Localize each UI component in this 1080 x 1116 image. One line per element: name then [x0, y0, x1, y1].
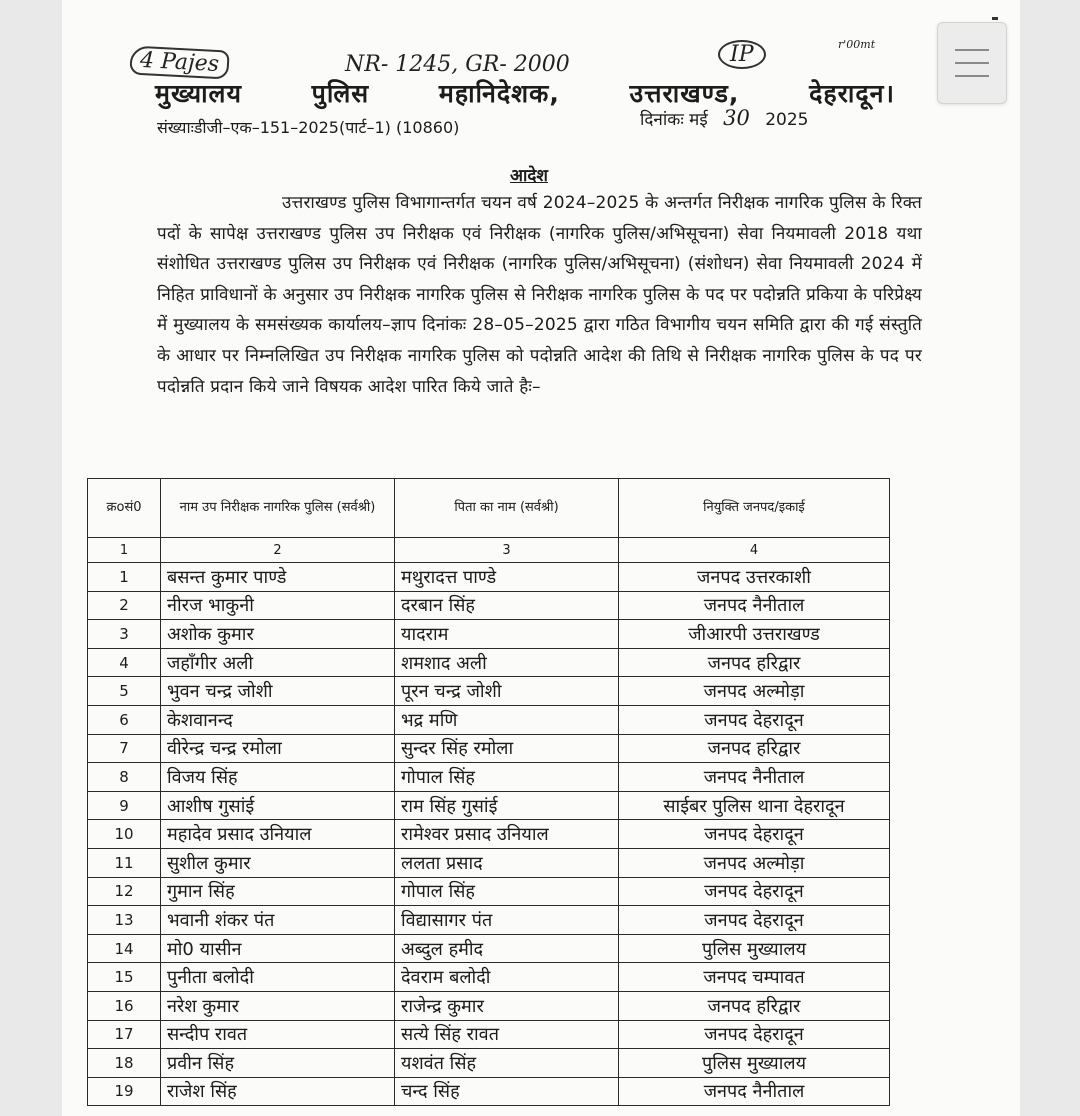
mark-dot: [992, 17, 998, 20]
father-name-cell: सत्ये सिंह रावत: [395, 1020, 619, 1049]
hamburger-menu-button[interactable]: [937, 22, 1007, 104]
header-father-name: पिता का नाम (सर्वश्री): [395, 479, 619, 538]
name-cell: भवानी शंकर पंत: [161, 906, 395, 935]
table-row: [88, 705, 890, 734]
column-number: 3: [395, 538, 619, 563]
table-row: [88, 791, 890, 820]
promotion-table: [87, 478, 890, 1106]
name-cell: बसन्त कुमार पाण्डे: [161, 563, 395, 592]
name-cell: केशवानन्द: [161, 705, 395, 734]
serial-cell: 6: [88, 705, 161, 734]
serial-cell: 16: [88, 991, 161, 1020]
handwritten-pages-note: 4 Pajes: [129, 45, 229, 79]
name-cell: प्रवीन सिंह: [161, 1049, 395, 1078]
table-row: [88, 734, 890, 763]
father-name-cell: राजेन्द्र कुमार: [395, 991, 619, 1020]
name-cell: राजेश सिंह: [161, 1077, 395, 1106]
posting-cell: जनपद नैनीताल: [619, 763, 890, 792]
name-cell: मो0 यासीन: [161, 934, 395, 963]
posting-cell: जनपद देहरादून: [619, 877, 890, 906]
title-word: मुख्यालय: [155, 79, 243, 108]
father-name-cell: ललता प्रसाद: [395, 848, 619, 877]
name-cell: अशोक कुमार: [161, 620, 395, 649]
father-name-cell: गोपाल सिंह: [395, 763, 619, 792]
father-name-cell: भद्र मणि: [395, 705, 619, 734]
name-cell: सन्दीप रावत: [161, 1020, 395, 1049]
father-name-cell: देवराम बलोदी: [395, 963, 619, 992]
serial-cell: 4: [88, 648, 161, 677]
name-cell: आशीष गुसांई: [161, 791, 395, 820]
handwritten-ip-note: IP: [718, 40, 766, 69]
name-cell: पुनीता बलोदी: [161, 963, 395, 992]
table-row: [88, 763, 890, 792]
posting-cell: जनपद चम्पावत: [619, 963, 890, 992]
father-name-cell: यशवंत सिंह: [395, 1049, 619, 1078]
posting-cell: जनपद अल्मोड़ा: [619, 848, 890, 877]
table-header-row: [88, 479, 890, 538]
name-cell: नरेश कुमार: [161, 991, 395, 1020]
column-number-row: [88, 538, 890, 563]
hamburger-menu-icon: [955, 49, 989, 51]
table-row: [88, 1049, 890, 1078]
column-number: 2: [161, 538, 395, 563]
father-name-cell: दरबान सिंह: [395, 591, 619, 620]
serial-cell: 19: [88, 1077, 161, 1106]
serial-cell: 10: [88, 820, 161, 849]
posting-cell: पुलिस मुख्यालय: [619, 934, 890, 963]
father-name-cell: गोपाल सिंह: [395, 877, 619, 906]
table-row: [88, 563, 890, 592]
serial-cell: 7: [88, 734, 161, 763]
reference-number: संख्याःडीजी–एक–151–2025(पार्ट–1) (10860): [157, 118, 460, 137]
serial-cell: 2: [88, 591, 161, 620]
header-name: नाम उप निरीक्षक नागरिक पुलिस (सर्वश्री): [161, 479, 395, 538]
table-row: [88, 648, 890, 677]
serial-cell: 18: [88, 1049, 161, 1078]
header-posting: नियुक्ति जनपद/इकाई: [619, 479, 890, 538]
father-name-cell: यादराम: [395, 620, 619, 649]
table-row: [88, 820, 890, 849]
posting-cell: जनपद हरिद्वार: [619, 991, 890, 1020]
posting-cell: जनपद नैनीताल: [619, 591, 890, 620]
serial-cell: 13: [88, 906, 161, 935]
handwritten-numbers-note: NR- 1245, GR- 2000: [345, 52, 570, 77]
office-title: [155, 76, 895, 110]
posting-cell: जनपद देहरादून: [619, 1020, 890, 1049]
posting-cell: जनपद अल्मोड़ा: [619, 677, 890, 706]
father-name-cell: चन्द सिंह: [395, 1077, 619, 1106]
posting-cell: जनपद नैनीताल: [619, 1077, 890, 1106]
name-cell: नीरज भाकुनी: [161, 591, 395, 620]
table-row: [88, 991, 890, 1020]
handwritten-small-note: r'00mt: [838, 38, 876, 51]
table-row: [88, 1077, 890, 1106]
father-name-cell: पूरन चन्द्र जोशी: [395, 677, 619, 706]
posting-cell: पुलिस मुख्यालय: [619, 1049, 890, 1078]
father-name-cell: शमशाद अली: [395, 648, 619, 677]
name-cell: वीरेन्द्र चन्द्र रमोला: [161, 734, 395, 763]
name-cell: महादेव प्रसाद उनियाल: [161, 820, 395, 849]
order-body-paragraph: उत्तराखण्ड पुलिस विभागान्तर्गत चयन वर्ष 2024–2025 के अन्तर्गत निरीक्षक नागरिक पुलिस के रिक्त पदों के सापेक्ष उत्तराखण्ड पुलिस उप निरीक्षक एवं निरीक्षक (नागरिक पुलिस/अभिसूचना) सेवा नियमावली 2018 यथा संशोधित उत्तराखण्ड पुलिस उप निरीक्षक एवं निरीक्षक (नागरिक पुलिस/अभिसूचना) (संशोधन) सेवा नियमावली 2024 में निहित प्राविधानों के अनुसार उप निरीक्षक नागरिक पुलिस से निरीक्षक नागरिक पुलिस के पद पर पदोन्नति प्रकिया के परिप्रेक्ष्य में मुख्यालय के समसंख्यक कार्यालय–ज्ञाप दिनांकः 28–05–2025 द्वारा गठित विभागीय चयन समिति द्वारा की गई संस्तुति के आधार पर निम्नलिखित उप निरीक्षक नागरिक पुलिस को पदोन्नति आदेश की तिथि से निरीक्षक नागरिक पुलिस के पद पर पदोन्नति प्रदान किये जाने विषयक आदेश पारित किये जाते हैः–: [157, 193, 922, 397]
table-row: [88, 620, 890, 649]
posting-cell: जनपद हरिद्वार: [619, 734, 890, 763]
serial-cell: 14: [88, 934, 161, 963]
column-number: 1: [88, 538, 161, 563]
header-serial: क्रoसं0: [88, 479, 161, 538]
table-row: [88, 906, 890, 935]
posting-cell: जनपद देहरादून: [619, 820, 890, 849]
serial-cell: 15: [88, 963, 161, 992]
table-row: [88, 934, 890, 963]
serial-cell: 9: [88, 791, 161, 820]
father-name-cell: राम सिंह गुसांई: [395, 791, 619, 820]
serial-cell: 1: [88, 563, 161, 592]
posting-cell: जनपद देहरादून: [619, 705, 890, 734]
name-cell: जहाँगीर अली: [161, 648, 395, 677]
name-cell: सुशील कुमार: [161, 848, 395, 877]
father-name-cell: सुन्दर सिंह रमोला: [395, 734, 619, 763]
hamburger-menu-icon: [955, 62, 989, 64]
posting-cell: साईबर पुलिस थाना देहरादून: [619, 791, 890, 820]
father-name-cell: विद्यासागर पंत: [395, 906, 619, 935]
serial-cell: 5: [88, 677, 161, 706]
table-row: [88, 591, 890, 620]
table-row: [88, 963, 890, 992]
title-word: उत्तराखण्ड,: [629, 79, 740, 108]
serial-cell: 8: [88, 763, 161, 792]
date-day: 30: [723, 106, 750, 130]
name-cell: भुवन चन्द्र जोशी: [161, 677, 395, 706]
order-heading: आदेश: [510, 166, 548, 186]
father-name-cell: मथुरादत्त पाण्डे: [395, 563, 619, 592]
date-year: 2025: [765, 110, 809, 130]
table-row: [88, 877, 890, 906]
serial-cell: 17: [88, 1020, 161, 1049]
table-row: [88, 677, 890, 706]
name-cell: गुमान सिंह: [161, 877, 395, 906]
title-word: देहरादून।: [809, 79, 895, 108]
posting-cell: जीआरपी उत्तराखण्ड: [619, 620, 890, 649]
table-row: [88, 1020, 890, 1049]
serial-cell: 12: [88, 877, 161, 906]
posting-cell: जनपद देहरादून: [619, 906, 890, 935]
posting-cell: जनपद हरिद्वार: [619, 648, 890, 677]
title-word: पुलिस: [311, 79, 370, 108]
table-row: [88, 848, 890, 877]
title-word: महानिदेशक,: [438, 79, 560, 108]
order-date: [640, 106, 809, 130]
serial-cell: 11: [88, 848, 161, 877]
serial-cell: 3: [88, 620, 161, 649]
father-name-cell: रामेश्वर प्रसाद उनियाल: [395, 820, 619, 849]
posting-cell: जनपद उत्तरकाशी: [619, 563, 890, 592]
date-label: दिनांकः मई: [640, 110, 708, 130]
name-cell: विजय सिंह: [161, 763, 395, 792]
column-number: 4: [619, 538, 890, 563]
father-name-cell: अब्दुल हमीद: [395, 934, 619, 963]
hamburger-menu-icon: [955, 75, 989, 77]
